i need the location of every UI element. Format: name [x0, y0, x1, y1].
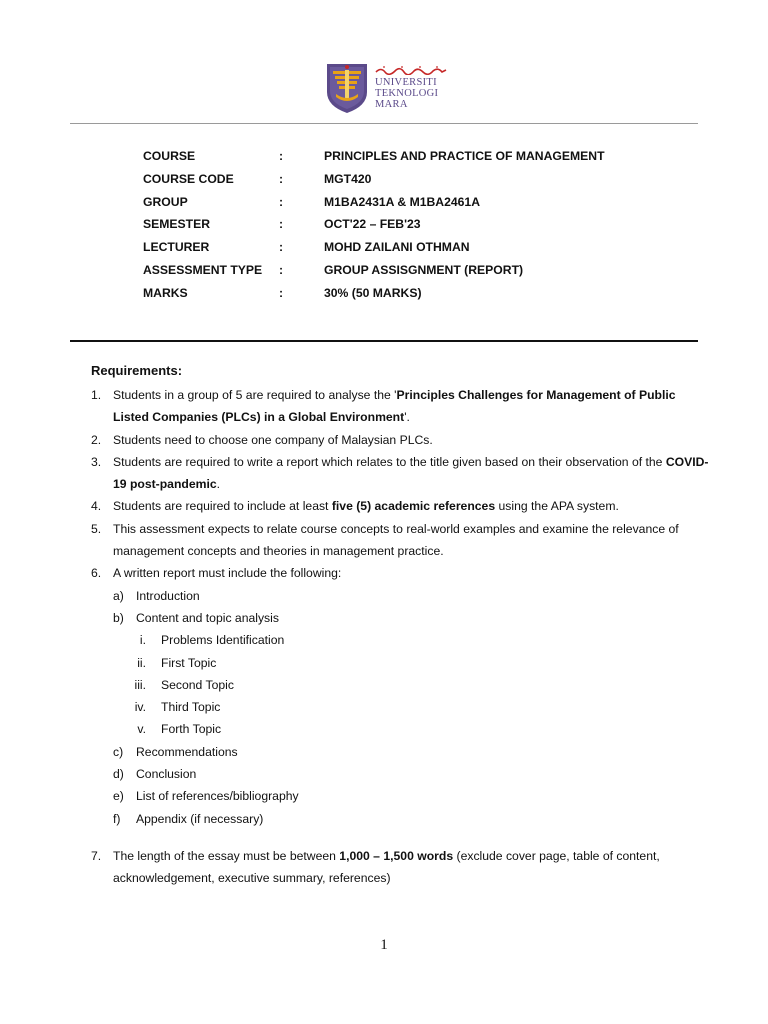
- info-value: PRINCIPLES AND PRACTICE OF MANAGEMENT: [324, 149, 605, 163]
- info-label: SEMESTER: [143, 217, 211, 232]
- university-name-line: TEKNOLOGI: [375, 87, 439, 99]
- info-value: 30% (50 MARKS): [324, 285, 422, 300]
- item-number: 3.: [91, 454, 102, 469]
- sub-letter: b): [113, 610, 124, 625]
- info-value: M1BA2431A & M1BA2461A: [324, 194, 481, 209]
- sub-text: Content and topic analysis: [136, 610, 279, 625]
- info-label: COURSE CODE: [143, 171, 234, 186]
- roman-numeral: v.: [137, 722, 146, 737]
- requirement-item: [91, 495, 711, 517]
- topic-item: [91, 674, 711, 696]
- topic-text: First Topic: [161, 655, 217, 670]
- requirement-item: [91, 562, 711, 584]
- item-number: 1.: [91, 388, 102, 402]
- roman-numeral: iii.: [134, 677, 146, 692]
- topic-item: [91, 696, 711, 718]
- sub-text: Recommendations: [136, 744, 238, 759]
- report-section-item: [91, 763, 711, 785]
- info-label: MARKS: [143, 285, 188, 300]
- info-colon: :: [279, 194, 284, 209]
- report-section-item: [91, 785, 711, 807]
- sub-letter: c): [113, 744, 124, 759]
- item-text: Students need to choose one company of Malaysian PLCs.: [113, 432, 433, 447]
- uitm-crest-icon: [324, 62, 370, 114]
- item-number: 4.: [91, 499, 102, 514]
- item-number: 6.: [91, 566, 102, 581]
- sub-text: List of references/bibliography: [136, 789, 299, 804]
- info-colon: :: [279, 285, 284, 300]
- item-number: 7.: [91, 848, 102, 863]
- sub-text: Conclusion: [136, 767, 197, 782]
- topic-item: [91, 718, 711, 740]
- item-number: 5.: [91, 521, 102, 536]
- section-divider: [70, 340, 698, 342]
- info-value: MOHD ZAILANI OTHMAN: [324, 240, 470, 255]
- requirement-item: [91, 451, 711, 496]
- topic-item: [91, 629, 711, 651]
- roman-numeral: ii.: [137, 655, 146, 670]
- item-text: Students in a group of 5 are required to analyse the 'Principles Challenges for Management of Public Listed Companies (PLCs) in a Global Environment'.: [113, 388, 676, 425]
- requirement-item: [91, 845, 711, 890]
- requirement-item: [91, 518, 711, 563]
- topic-text: Third Topic: [161, 700, 221, 715]
- sub-letter: f): [113, 811, 121, 826]
- info-colon: :: [279, 240, 284, 255]
- requirements-section: [91, 360, 711, 890]
- requirement-item: [91, 384, 711, 429]
- sub-letter: a): [113, 588, 124, 603]
- sub-letter: d): [113, 767, 124, 782]
- roman-numeral: i.: [139, 633, 146, 648]
- report-section-item: [91, 808, 711, 830]
- info-label: COURSE: [143, 149, 196, 163]
- top-divider: [70, 123, 698, 124]
- info-value: OCT'22 – FEB'23: [324, 217, 421, 232]
- uitm-logo: [324, 62, 454, 116]
- sub-text: Introduction: [136, 588, 200, 603]
- university-name-line: UNIVERSITI: [375, 77, 437, 88]
- info-colon: :: [279, 171, 284, 186]
- university-name: [375, 78, 438, 110]
- item-text: Students are required to include at least five (5) academic references using the APA system.: [113, 499, 619, 514]
- topic-text: Forth Topic: [161, 722, 222, 737]
- sub-letter: e): [113, 789, 124, 804]
- item-text: Students are required to write a report which relates to the title given based on their observation of the COVID-19 post-pandemic.: [113, 454, 709, 492]
- university-name-line: MARA: [375, 98, 408, 110]
- info-colon: :: [279, 217, 284, 232]
- info-value: MGT420: [324, 171, 372, 186]
- sub-text: Appendix (if necessary): [136, 811, 264, 826]
- item-number: 2.: [91, 432, 102, 447]
- info-colon: :: [279, 149, 284, 163]
- info-label: ASSESSMENT TYPE: [143, 262, 263, 277]
- roman-numeral: iv.: [134, 700, 146, 715]
- report-section-item: [91, 607, 711, 629]
- topic-text: Second Topic: [161, 677, 234, 692]
- topic-text: Problems Identification: [161, 633, 285, 648]
- jawi-script: [375, 65, 447, 75]
- info-label: LECTURER: [143, 240, 210, 255]
- info-label: GROUP: [143, 194, 188, 209]
- item-text: This assessment expects to relate course concepts to real-world examples and examine the relevance of management concepts and theories in management practice.: [113, 521, 679, 559]
- item-text: A written report must include the following:: [113, 566, 342, 581]
- requirement-item: [91, 429, 711, 451]
- report-section-item: [91, 585, 711, 607]
- item-text: The length of the essay must be between 1,000 – 1,500 words (exclude cover page, table of content, acknowledgement, executive summary, references): [113, 848, 660, 886]
- report-section-item: [91, 741, 711, 763]
- requirements-heading: Requirements:: [91, 363, 183, 378]
- page-number: 1: [380, 937, 388, 953]
- info-colon: :: [279, 262, 284, 277]
- info-value: GROUP ASSISGNMENT (REPORT): [324, 262, 524, 277]
- topic-item: [91, 652, 711, 674]
